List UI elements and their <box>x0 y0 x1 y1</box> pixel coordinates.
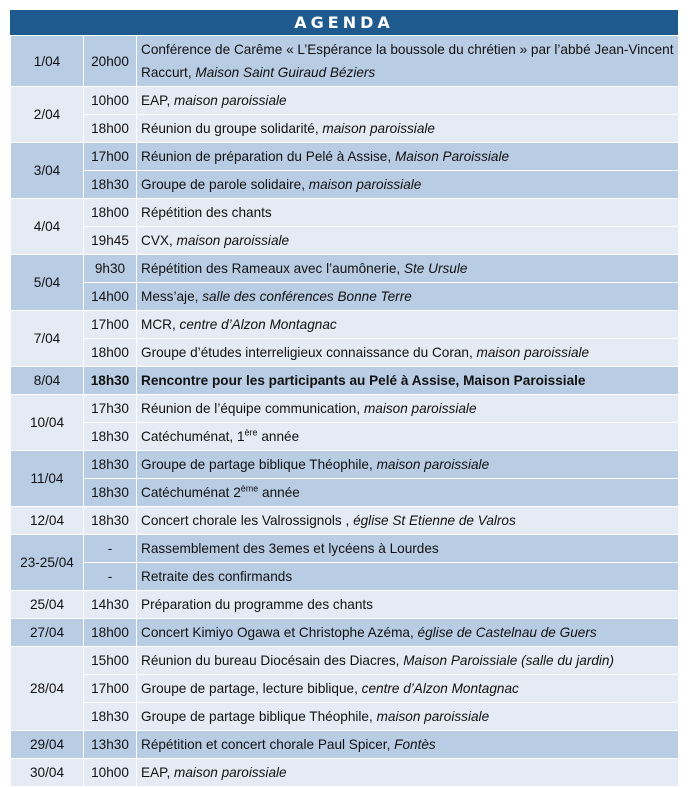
agenda-date: 4/04 <box>11 199 84 255</box>
agenda-row <box>11 619 679 647</box>
agenda-date: 27/04 <box>11 619 84 647</box>
activity-text: CVX, <box>141 233 173 248</box>
agenda-activity <box>137 619 679 647</box>
agenda-date: 3/04 <box>11 143 84 199</box>
agenda-row <box>11 227 679 255</box>
agenda-activity <box>137 507 679 535</box>
agenda-activity <box>137 563 679 591</box>
agenda-row <box>11 507 679 535</box>
agenda-activity <box>137 171 679 199</box>
activity-text: Concert Kimiyo Ogawa et Christophe Azéma, <box>141 625 414 640</box>
activity-text: Groupe de partage biblique Théophile, <box>141 709 373 724</box>
agenda-activity <box>137 759 679 787</box>
agenda-row <box>11 36 679 87</box>
activity-text: Rassemblement des 3emes et lycéens à Lourdes <box>141 541 439 556</box>
activity-text: Conférence de Carême « L’Espérance la boussole du chrétien » par l’abbé Jean-Vincent Raccurt, <box>141 42 674 80</box>
agenda-time: 18h00 <box>84 115 137 143</box>
agenda-row <box>11 731 679 759</box>
agenda-activity <box>137 115 679 143</box>
activity-text: Concert chorale les Valrossignols , <box>141 513 350 528</box>
activity-place: salle des conférences Bonne Terre <box>202 289 412 304</box>
activity-text: Rencontre pour les participants au Pelé à Assise, Maison Paroissiale <box>141 373 586 388</box>
agenda-date: 25/04 <box>11 591 84 619</box>
agenda-time: 18h00 <box>84 339 137 367</box>
agenda-row <box>11 367 679 395</box>
activity-text: Groupe d’études interreligieux connaissance du Coran, <box>141 345 473 360</box>
agenda-time: 14h00 <box>84 283 137 311</box>
agenda-activity <box>137 535 679 563</box>
agenda-row <box>11 283 679 311</box>
activity-text: Réunion de l’équipe communication, <box>141 401 361 416</box>
activity-place: centre d’Alzon Montagnac <box>179 317 337 332</box>
agenda-date: 30/04 <box>11 759 84 787</box>
activity-place: Fontès <box>394 737 436 752</box>
activity-place: maison paroissiale <box>476 345 590 360</box>
agenda-row <box>11 87 679 115</box>
agenda-date: 10/04 <box>11 395 84 451</box>
agenda-activity <box>137 423 679 451</box>
agenda-time: 17h00 <box>84 143 137 171</box>
agenda-time: - <box>84 563 137 591</box>
agenda-activity <box>137 339 679 367</box>
activity-text: Groupe de partage, lecture biblique, <box>141 681 358 696</box>
agenda-row <box>11 115 679 143</box>
agenda-table <box>10 35 679 787</box>
agenda-time: 18h30 <box>84 507 137 535</box>
agenda-date: 2/04 <box>11 87 84 143</box>
agenda-activity <box>137 479 679 507</box>
activity-place: maison paroissiale <box>376 457 490 472</box>
activity-place: église de Castelnau de Guers <box>417 625 597 640</box>
activity-place: maison paroissiale <box>174 765 287 780</box>
agenda-date: 29/04 <box>11 731 84 759</box>
activity-text-after: année <box>258 485 300 500</box>
activity-text: Groupe de partage biblique Théophile, <box>141 457 373 472</box>
agenda-row <box>11 647 679 675</box>
agenda-activity <box>137 255 679 283</box>
agenda-row <box>11 535 679 563</box>
agenda-time: 18h30 <box>84 367 137 395</box>
agenda-time: 17h00 <box>84 675 137 703</box>
agenda-row <box>11 479 679 507</box>
activity-place: maison paroissiale <box>176 233 290 248</box>
agenda-row <box>11 395 679 423</box>
agenda-activity <box>137 87 679 115</box>
activity-text: Répétition des Rameaux avec l’aumônerie, <box>141 261 401 276</box>
activity-text: EAP, <box>141 93 171 108</box>
agenda-activity <box>137 591 679 619</box>
agenda-row <box>11 675 679 703</box>
agenda-time: 19h45 <box>84 227 137 255</box>
activity-text-after: année <box>257 429 300 444</box>
agenda-activity <box>137 311 679 339</box>
agenda-row <box>11 759 679 787</box>
activity-text: Catéchuménat 2 <box>141 485 241 500</box>
agenda-date: 7/04 <box>11 311 84 367</box>
activity-text: Répétition et concert chorale Paul Spicer, <box>141 737 391 752</box>
activity-text: Retraite des confirmands <box>141 569 293 584</box>
activity-text: Catéchuménat, 1 <box>141 429 245 444</box>
agenda-time: 15h00 <box>84 647 137 675</box>
agenda-row <box>11 199 679 227</box>
activity-place: Maison Saint Guiraud Béziers <box>195 65 376 80</box>
activity-text: Mess’aje, <box>141 289 199 304</box>
activity-place: Maison Paroissiale <box>394 149 510 164</box>
agenda-time: 18h30 <box>84 703 137 731</box>
agenda-time: 14h30 <box>84 591 137 619</box>
activity-place: Ste Ursule <box>403 261 468 276</box>
agenda-row <box>11 171 679 199</box>
agenda-activity <box>137 227 679 255</box>
ordinal-suffix: ère <box>244 427 258 438</box>
agenda-row <box>11 451 679 479</box>
agenda-title: AGENDA <box>10 10 678 35</box>
activity-text: Répétition des chants <box>141 205 272 220</box>
agenda-time: 18h00 <box>84 619 137 647</box>
agenda-row <box>11 423 679 451</box>
agenda-time: 18h00 <box>84 199 137 227</box>
agenda-activity <box>137 36 679 87</box>
activity-text: Réunion de préparation du Pelé à Assise, <box>141 149 392 164</box>
agenda-row <box>11 143 679 171</box>
agenda-time: - <box>84 535 137 563</box>
activity-text: EAP, <box>141 765 171 780</box>
agenda-activity <box>137 283 679 311</box>
activity-text: MCR, <box>141 317 176 332</box>
ordinal-suffix: ème <box>240 483 259 494</box>
agenda <box>10 10 678 787</box>
activity-text: Préparation du programme des chants <box>141 597 373 612</box>
agenda-activity <box>137 703 679 731</box>
agenda-activity <box>137 451 679 479</box>
agenda-date: 11/04 <box>11 451 84 507</box>
activity-place: maison paroissiale <box>308 177 422 192</box>
agenda-activity <box>137 367 679 395</box>
agenda-date: 12/04 <box>11 507 84 535</box>
agenda-row <box>11 255 679 283</box>
agenda-time: 9h30 <box>84 255 137 283</box>
agenda-time: 17h00 <box>84 311 137 339</box>
agenda-time: 10h00 <box>84 759 137 787</box>
agenda-row <box>11 563 679 591</box>
agenda-date: 23-25/04 <box>11 535 84 591</box>
agenda-time: 10h00 <box>84 87 137 115</box>
agenda-activity <box>137 675 679 703</box>
agenda-activity <box>137 395 679 423</box>
agenda-row <box>11 311 679 339</box>
activity-place: maison paroissiale <box>363 401 477 416</box>
agenda-time: 13h30 <box>84 731 137 759</box>
agenda-time: 17h30 <box>84 395 137 423</box>
agenda-activity <box>137 199 679 227</box>
agenda-activity <box>137 143 679 171</box>
agenda-date: 5/04 <box>11 255 84 311</box>
activity-place: centre d’Alzon Montagnac <box>361 681 519 696</box>
activity-text: Réunion du bureau Diocésain des Diacres, <box>141 653 400 668</box>
agenda-row <box>11 339 679 367</box>
agenda-time: 18h30 <box>84 451 137 479</box>
agenda-activity <box>137 647 679 675</box>
activity-text: Groupe de parole solidaire, <box>141 177 305 192</box>
agenda-date: 8/04 <box>11 367 84 395</box>
agenda-time: 18h30 <box>84 423 137 451</box>
agenda-row <box>11 703 679 731</box>
activity-place: Maison Paroissiale (salle du jardin) <box>403 653 615 668</box>
activity-place: église St Etienne de Valros <box>353 513 516 528</box>
activity-place: maison paroissiale <box>376 709 490 724</box>
agenda-time: 18h30 <box>84 479 137 507</box>
agenda-activity <box>137 731 679 759</box>
agenda-time: 18h30 <box>84 171 137 199</box>
agenda-date: 28/04 <box>11 647 84 731</box>
agenda-date: 1/04 <box>11 36 84 87</box>
agenda-time: 20h00 <box>84 36 137 87</box>
activity-text: Réunion du groupe solidarité, <box>141 121 319 136</box>
activity-place: maison paroissiale <box>322 121 435 136</box>
activity-place: maison paroissiale <box>174 93 287 108</box>
agenda-row <box>11 591 679 619</box>
